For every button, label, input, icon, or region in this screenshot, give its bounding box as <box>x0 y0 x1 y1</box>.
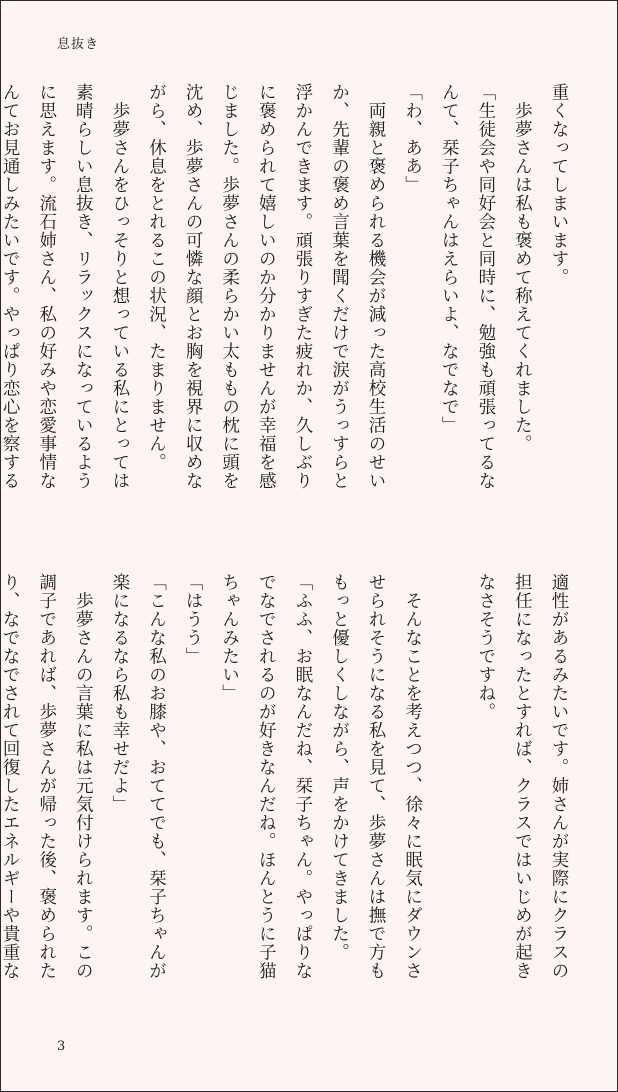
text-line: 楽になるなら私も幸せだよ」 <box>109 573 130 814</box>
text-line: 両親と褒められる機会が減った高校生活のせい <box>366 83 387 490</box>
text-line: そんなことを考えつつ、徐々に眠気にダウンさ <box>402 573 423 980</box>
lower-text-block <box>0 573 577 1018</box>
running-header: 息抜き <box>57 37 100 52</box>
text-line: か、先輩の褒め言葉を聞くだけで涙がうっすらと <box>329 83 350 490</box>
text-line: 重くなってしまいます。 <box>549 83 569 287</box>
text-line: ちゃんみたい」 <box>219 573 240 703</box>
text-line: り、なでなでされて回復したエネルギーや貴重な <box>0 573 21 980</box>
text-line: なさそうですね。 <box>475 573 496 721</box>
text-line: 「ふふ、お眠なんだね、栞子ちゃん。やっぱりな <box>292 573 313 980</box>
text-line: 歩夢さんは私も褒めて称えてくれました。 <box>512 83 533 453</box>
text-line: でなでされるのが好きなんだね。ほんとうに子猫 <box>256 573 277 980</box>
text-line: 素晴らしい息抜き、リラックスになっているよう <box>73 83 94 490</box>
text-line: に褒められて嬉しいのか分かりませんが幸福を感 <box>256 83 277 490</box>
text-line: に思えます。流石姉さん、私の好みや恋愛事情な <box>36 83 57 490</box>
text-line: がら、休息をとれるこの状況、たまりません。 <box>146 83 167 472</box>
text-line: もっと優しくしながら、声をかけてきました。 <box>329 573 350 962</box>
text-line: 浮かんできます。頑張りすぎた疲れか、久しぶり <box>292 83 313 490</box>
blank-line <box>431 573 468 1018</box>
text-line: じました。歩夢さんの柔らかい太ももの枕に頭を <box>219 83 240 490</box>
upper-text-block <box>0 83 577 528</box>
text-line: 調子であれば、歩夢さんが帰った後、褒められた <box>36 573 57 980</box>
text-line: 「わ、ああ」 <box>402 83 423 194</box>
page-number: 3 <box>57 1039 66 1054</box>
text-line: 「はうう」 <box>183 573 204 666</box>
text-line: 歩夢さんをひっそりと想っている私にとっては <box>109 83 130 490</box>
text-line: 「こんな私のお膝や、おててでも、栞子ちゃんが <box>146 573 167 980</box>
text-line: 適性があるみたいです。姉さんが実際にクラスの <box>549 573 569 980</box>
text-line: んて、栞子ちゃんはえらいよ、なでなで」 <box>439 83 460 435</box>
text-line: 歩夢さんの言葉に私は元気付けられます。この <box>73 573 94 980</box>
text-line: んてお見通しみたいです。やっぱり恋心を察する <box>0 83 21 490</box>
text-line: 沈め、歩夢さんの可憐な顔とお胸を視界に収めな <box>183 83 204 490</box>
text-line: せられそうになる私を見て、歩夢さんは撫で方も <box>366 573 387 980</box>
text-line: 担任になったとすれば、クラスではいじめが起き <box>512 573 533 980</box>
text-line: 「生徒会や同好会と同時に、勉強も頑張ってるな <box>475 83 496 490</box>
